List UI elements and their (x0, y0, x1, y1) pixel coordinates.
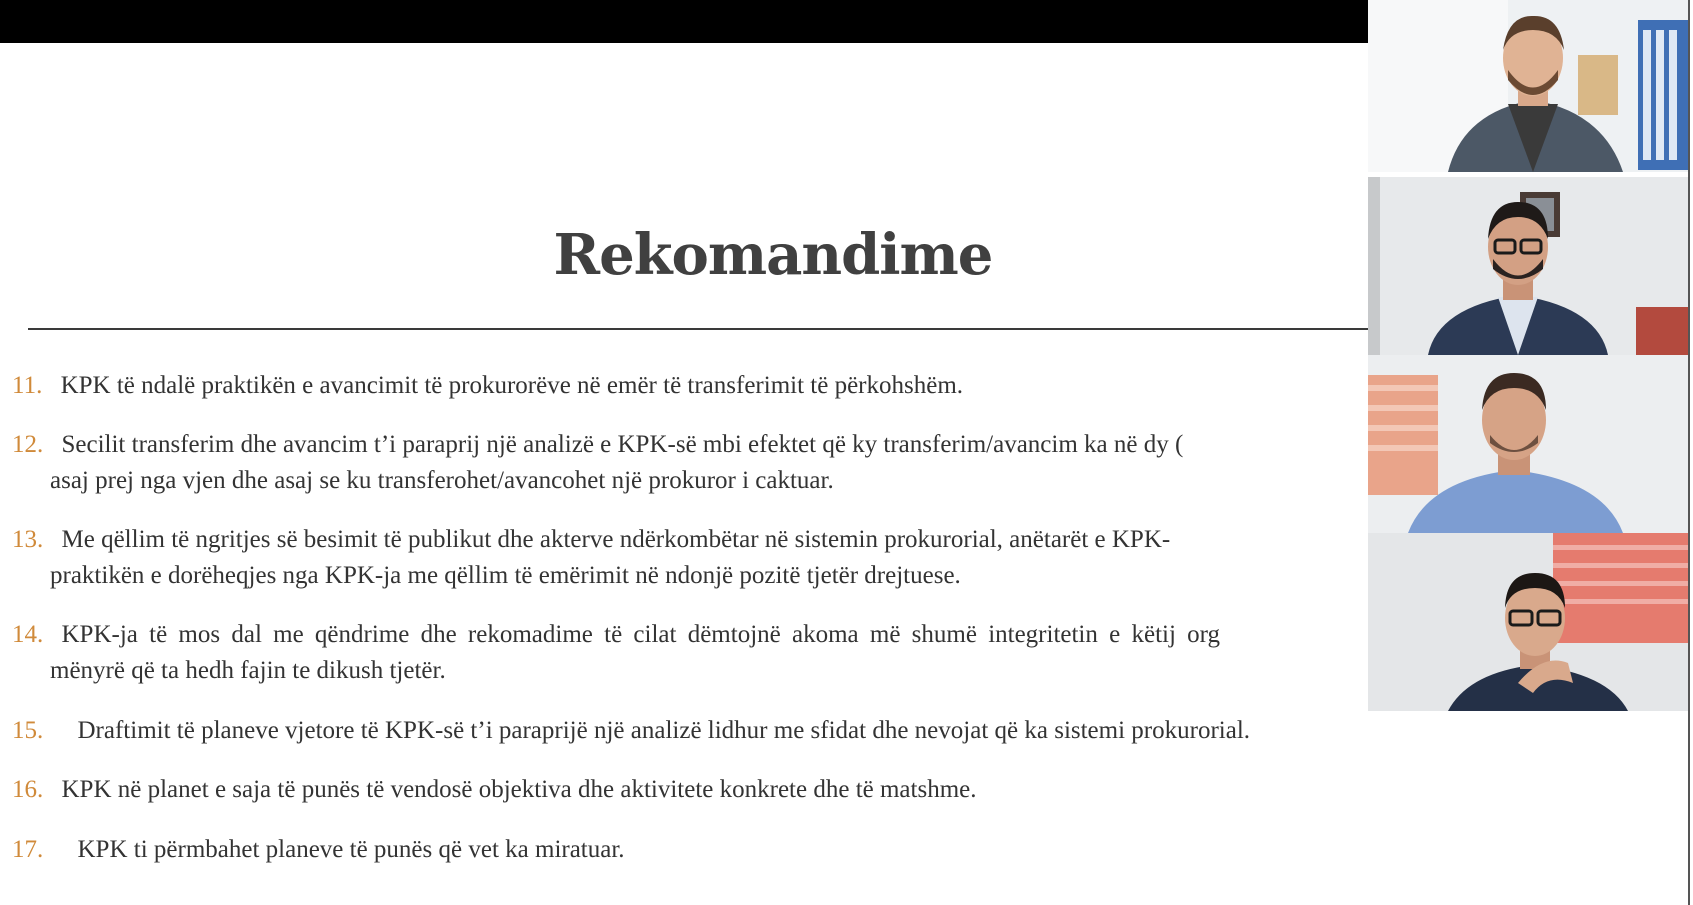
right-edge-line (1688, 0, 1690, 905)
item-text: Me qëllim të ngritjes së besimit të publikut dhe akterve ndërkombëtar në sistemin prokurorial, anëtarët e KPK- (61, 526, 1171, 553)
list-item (12, 832, 625, 868)
participant-video-4 (1368, 533, 1688, 711)
participant-video-strip (1368, 0, 1693, 905)
list-item (12, 427, 1183, 463)
participant-video-tile[interactable] (1368, 0, 1688, 178)
item-number: 15. (12, 717, 44, 744)
participant-video-3 (1368, 355, 1688, 533)
list-item (12, 368, 963, 404)
item-text: Draftimit të planeve vjetore të KPK-së t’i paraprijë një analizë lidhur me sfidat dhe nevojat që ka sistemi prokurorial. (77, 717, 1251, 744)
participant-video-tile[interactable] (1368, 533, 1688, 711)
participant-video-2 (1368, 177, 1688, 355)
item-number: 11. (12, 372, 43, 399)
item-number: 17. (12, 836, 44, 863)
item-text: KPK-ja të mos dal me qëndrime dhe rekomadime të cilat dëmtojnë akoma më shumë integritetin e këtij org (61, 621, 1221, 648)
item-text-continued: praktikën e dorëheqjes nga KPK-ja me qëllim të emërimit në ndonjë pozitë tjetër drejtuese. (50, 562, 961, 589)
item-number: 12. (12, 431, 44, 458)
slide-title: Rekomandime (553, 222, 993, 288)
list-item (12, 522, 1170, 558)
item-number: 13. (12, 526, 44, 553)
participant-video-tile[interactable] (1368, 177, 1688, 355)
item-text-continued: asaj prej nga vjen dhe asaj se ku transferohet/avancohet një prokuror i caktuar. (50, 467, 834, 494)
item-text: KPK të ndalë praktikën e avancimit të prokurorëve në emër të transferimit të përkohshëm. (60, 372, 964, 399)
item-text: KPK në planet e saja të punës të vendosë objektiva dhe aktivitete konkrete dhe të matshme. (61, 776, 977, 803)
item-number: 14. (12, 621, 44, 648)
list-item (12, 617, 1220, 653)
participant-video-1 (1368, 0, 1688, 172)
item-text-continued: mënyrë që ta hedh fajin te dikush tjetër. (50, 657, 446, 684)
item-text: Secilit transferim dhe avancim t’i paraprij një analizë e KPK-së mbi efektet që ky transferim/avancim ka në dy ( (61, 431, 1184, 458)
participant-video-tile[interactable] (1368, 355, 1688, 533)
item-number: 16. (12, 776, 44, 803)
item-text: KPK ti përmbahet planeve të punës që vet ka miratuar. (77, 836, 625, 863)
list-item (12, 713, 1250, 749)
list-item (12, 772, 977, 808)
